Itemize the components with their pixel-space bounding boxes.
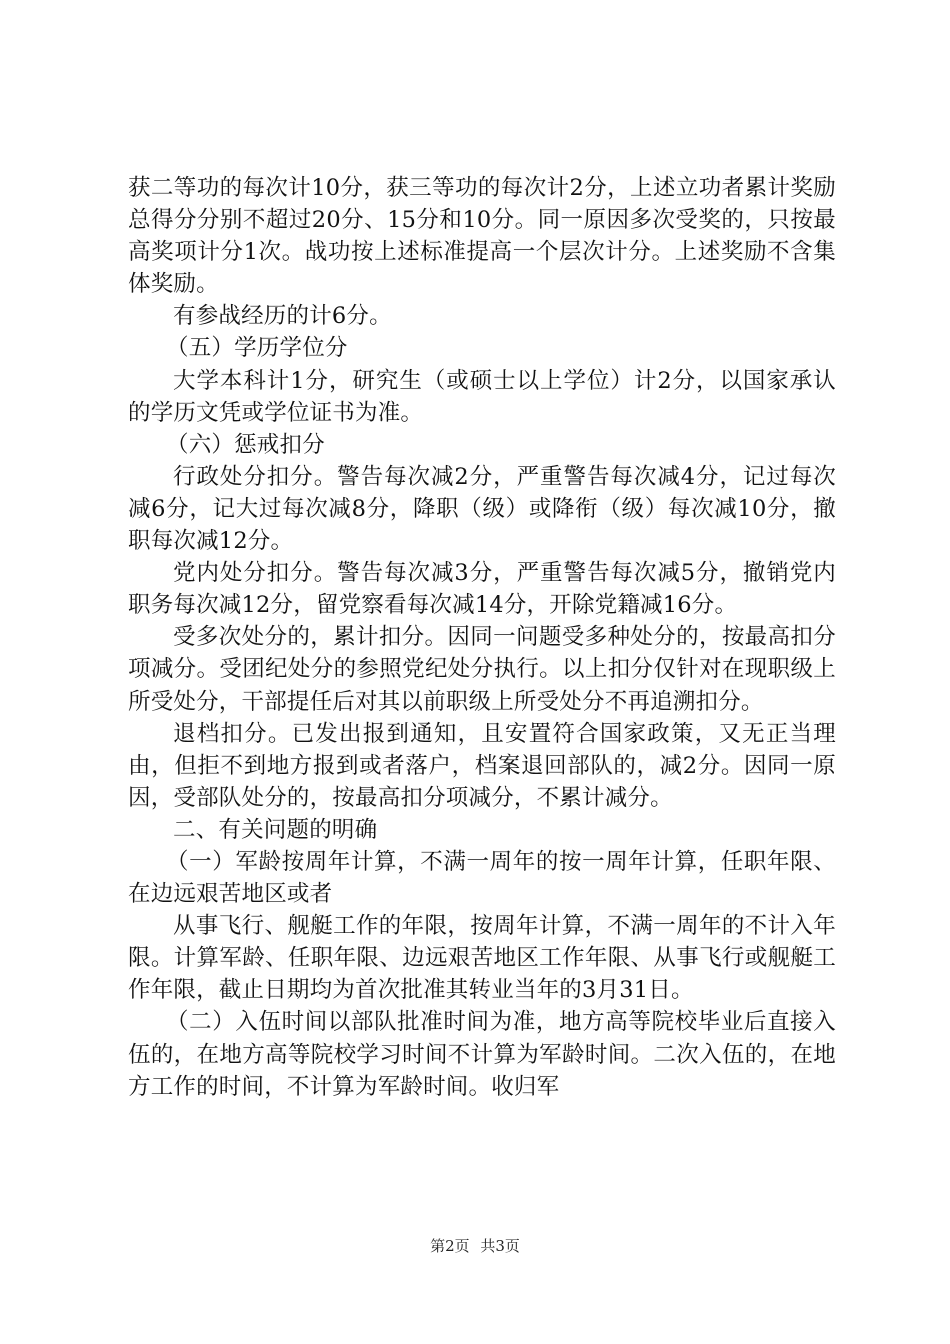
page-total: 共3页 — [480, 1237, 520, 1255]
document-body — [128, 172, 836, 1103]
section-heading-penalties: （六）惩戒扣分 — [166, 431, 325, 458]
paragraph-awards-scoring: 获二等功的每次计10分，获三等功的每次计2分，上述立功者累计奖励总得分分别不超过20分、15分和10分。同一原因多次受奖的，只按最高奖项计分1次。战功按上述标准提高一个层次计分。上述奖励不含集体奖励。 — [128, 175, 836, 298]
paragraph-multiple-penalties: 受多次处分的，累计扣分。因同一问题受多种处分的，按最高扣分项减分。受团纪处分的参照党纪处分执行。以上扣分仅针对在现职级上所受处分，干部提任后对其以前职级上所受处分不再追溯扣分。 — [128, 624, 836, 715]
page-number: 第2页 — [430, 1237, 470, 1255]
section-heading-clarifications: 二、有关问题的明确 — [173, 816, 378, 843]
section-heading-education: （五）学历学位分 — [166, 335, 348, 362]
paragraph-military-age-calculation: （一）军龄按周年计算，不满一周年的按一周年计算，任职年限、在边远艰苦地区或者 — [128, 848, 836, 908]
paragraph-combat-experience: 有参战经历的计6分。 — [173, 303, 392, 330]
paragraph-service-years: 从事飞行、舰艇工作的年限，按周年计算，不满一周年的不计入年限。计算军龄、任职年限、边远艰苦地区工作年限、从事飞行或舰艇工作年限，截止日期均为首次批准其转业当年的3月31日。 — [128, 913, 836, 1004]
paragraph-administrative-penalties: 行政处分扣分。警告每次减2分，严重警告每次减4分，记过每次减6分，记大过每次减8分，降职（级）或降衔（级）每次减10分，撤职每次减12分。 — [128, 463, 836, 555]
paragraph-enlistment-time: （二）入伍时间以部队批准时间为准，地方高等院校毕业后直接入伍的，在地方高等院校学习时间不计算为军龄时间。二次入伍的，在地方工作的时间，不计算为军龄时间。收归军 — [128, 1009, 836, 1100]
paragraph-party-penalties: 党内处分扣分。警告每次减3分，严重警告每次减5分，撤销党内职务每次减12分，留党察看每次减14分，开除党籍减16分。 — [128, 560, 836, 619]
paragraph-file-return-penalty: 退档扣分。已发出报到通知，且安置符合国家政策，又无正当理由，但拒不到地方报到或者落户，档案退回部队的，减2分。因同一原因，受部队处分的，按最高扣分项减分，不累计减分。 — [128, 720, 836, 811]
page-footer — [0, 1236, 950, 1256]
paragraph-education-scoring: 大学本科计1分，研究生（或硕士以上学位）计2分，以国家承认的学历文凭或学位证书为准。 — [128, 367, 836, 426]
